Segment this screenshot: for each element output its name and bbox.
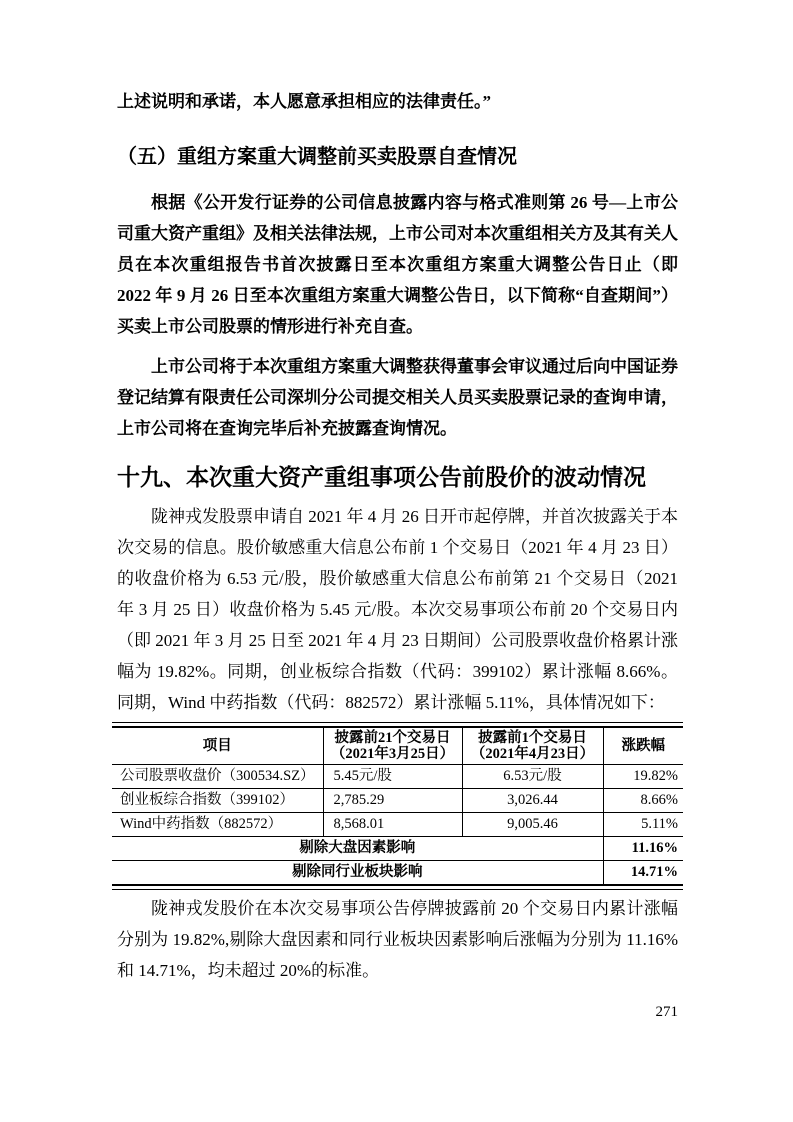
summary-label: 剔除大盘因素影响 — [112, 837, 603, 861]
summary-label: 剔除同行业板块影响 — [112, 861, 603, 886]
section-5-paragraph-1: 根据《公开发行证券的公司信息披露内容与格式准则第 26 号—上市公司重大资产重组》及相关法律法规，上市公司对本次重组相关方及其有关人员在本次重组报告书首次披露日至本次重组方案重大调整公告日止（即 2022 年 9 月 26 日至本次重组方案重大调整公告日，以下简称“自查期间”）买卖上市公司股票的情形进行补充自查。 — [117, 193, 678, 336]
header-21-days-before: 披露前21个交易日 （2021年3月25日） — [323, 727, 462, 765]
item-cell: Wind中药指数（882572） — [112, 813, 323, 837]
section-19-intro-paragraph: 陇神戎发股票申请自 2021 年 4 月 26 日开市起停牌，并首次披露关于本次交易的信息。股价敏感重大信息公布前 1 个交易日（2021 年 4 月 23 日）的收盘价格为 6.53 元/股，股价敏感重大信息公布前第 21 个交易日（2021 年 3 月 25 日）收盘价格为 5.45 元/股。本次交易事项公布前 20 个交易日内（即 2021 年 3 月 25 日至 2021 年 4 月 23 日期间）公司股票收盘价格累计涨幅为 19.82%。同期，创业板综合指数（代码：399102）累计涨幅 8.66%。同期，Wind 中药指数（代码：882572）累计涨幅 5.11%，具体情况如下： — [117, 507, 678, 712]
section-5-paragraph-2: 上市公司将于本次重组方案重大调整获得董事会审议通过后向中国证券登记结算有限责任公司深圳分公司提交相关人员买卖股票记录的查询申请，上市公司将在查询完毕后补充披露查询情况。 — [117, 357, 678, 438]
day1-cell: 3,026.44 — [462, 789, 603, 813]
price-fluctuation-table — [112, 722, 683, 890]
summary-value: 14.71% — [630, 864, 678, 880]
summary-row — [112, 861, 683, 886]
table-header-row — [112, 727, 683, 765]
table-row — [112, 765, 683, 789]
day21-cell: 2,785.29 — [323, 789, 462, 813]
page-number: 271 — [655, 1004, 678, 1020]
header-1-day-before: 披露前1个交易日 （2021年4月23日） — [462, 727, 603, 765]
summary-value: 11.16% — [603, 837, 683, 861]
summary-row — [112, 837, 683, 861]
closing-statement-line: 上述说明和承诺，本人愿意承担相应的法律责任。” — [117, 92, 491, 111]
day1-cell: 9,005.46 — [462, 813, 603, 837]
section-19-heading: 十九、本次重大资产重组事项公告前股价的波动情况 — [117, 464, 646, 490]
page-content — [117, 0, 678, 986]
header-change-pct: 涨跌幅 — [603, 727, 683, 765]
item-cell: 创业板综合指数（399102） — [112, 789, 323, 813]
table-row — [112, 813, 683, 837]
table-row — [112, 789, 683, 813]
change-cell: 5.11% — [603, 813, 683, 837]
section-19-closing-paragraph: 陇神戎发股价在本次交易事项公告停牌披露前 20 个交易日内累计涨幅分别为 19.82%,剔除大盘因素和同行业板块因素影响后涨幅为分别为 11.16%和 14.71%，均未超过 20%的标准。 — [117, 899, 678, 980]
change-cell: 19.82% — [603, 765, 683, 789]
header-item: 项目 — [112, 727, 323, 765]
day21-cell: 8,568.01 — [323, 813, 462, 837]
item-cell: 公司股票收盘价（300534.SZ） — [112, 765, 323, 789]
day1-cell: 6.53元/股 — [462, 765, 603, 789]
change-cell: 8.66% — [603, 789, 683, 813]
section-5-heading: （五）重组方案重大调整前买卖股票自查情况 — [117, 146, 517, 168]
day21-cell: 5.45元/股 — [323, 765, 462, 789]
